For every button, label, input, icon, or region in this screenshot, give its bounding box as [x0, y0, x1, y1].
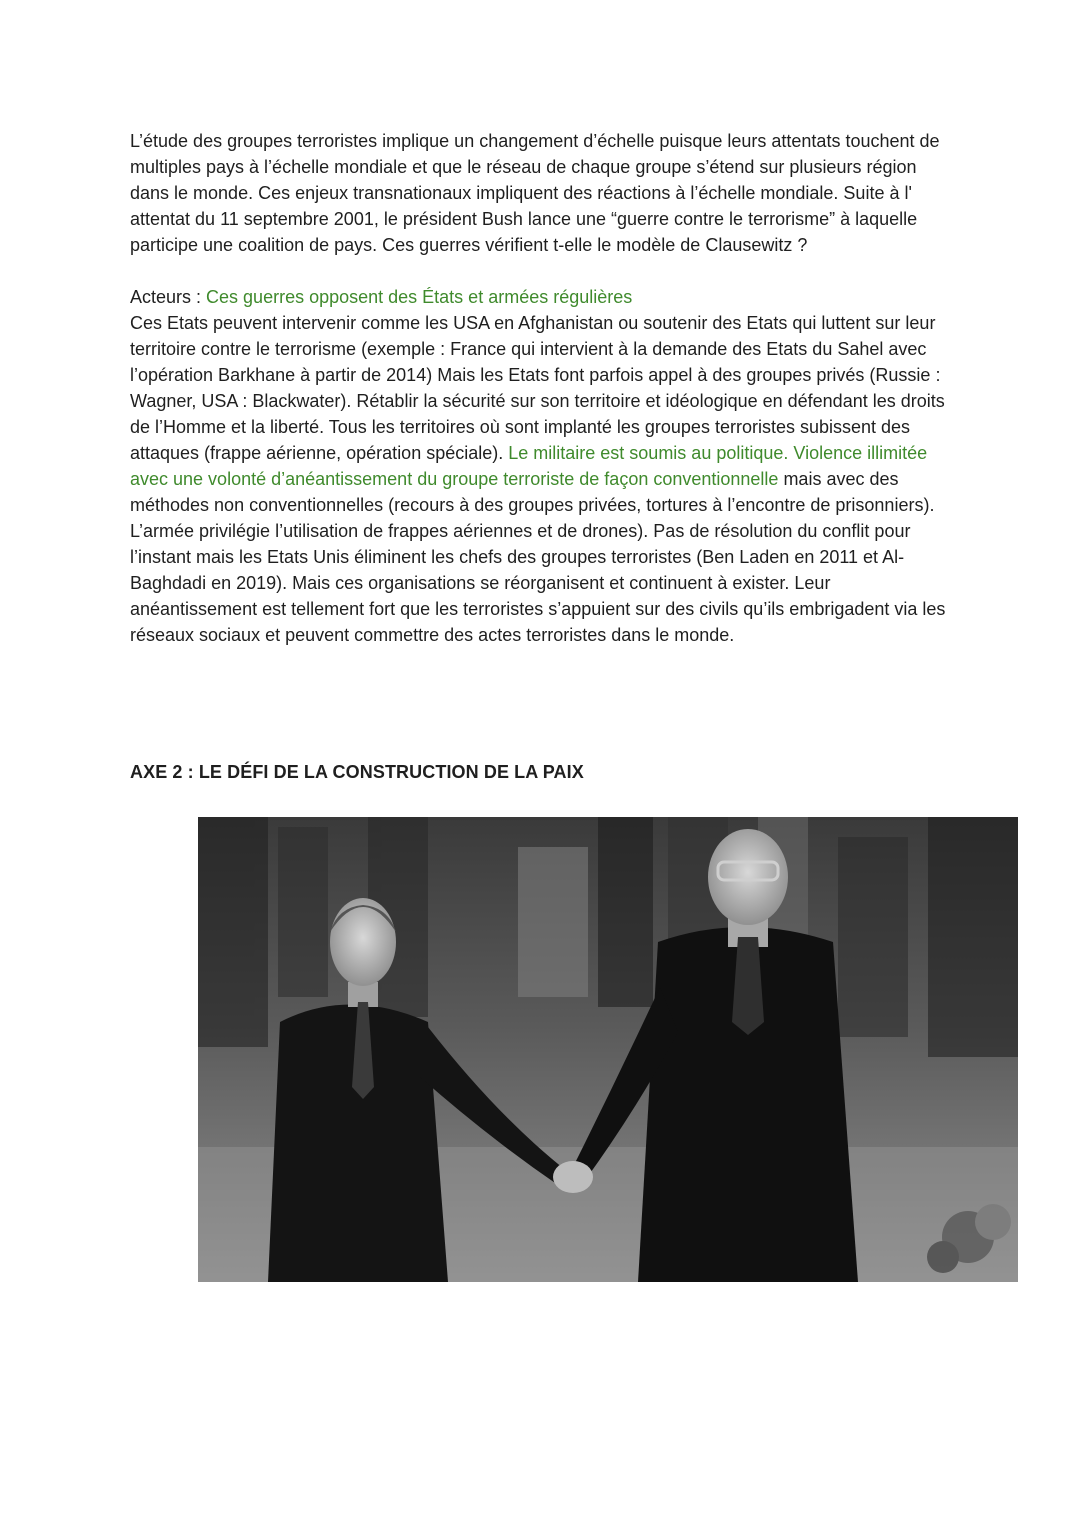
acteurs-label: Acteurs :: [130, 287, 207, 307]
acteurs-highlight: Ces guerres opposent des États et armées régulières: [206, 287, 633, 307]
main-paragraph: [130, 310, 950, 648]
intro-paragraph: L’étude des groupes terroristes implique un changement d’échelle puisque leurs attentats touchent de multiples pays à l’échelle mondiale et que le réseau de chaque groupe s’étend sur plusieurs région dans le monde. Ces enjeux transnationaux impliquent des réactions à l’échelle mondiale. Suite à l' attentat du 11 septembre 2001, le président Bush lance une “guerre contre le terrorisme” à laquelle participe une coalition de pays. Ces guerres vérifient t-elle le modèle de Clausewitz ?: [130, 131, 940, 255]
paragraph-spacer: [130, 258, 950, 284]
section-heading: AXE 2 : LE DÉFI DE LA CONSTRUCTION DE LA PAIX: [130, 762, 584, 782]
main-paragraph-part2: mais avec des méthodes non conventionnelles (recours à des groupes privées, tortures à l’encontre de prisonniers). L’armée privilégie l’utilisation de frappes aériennes et de drones). Pas de résolution du conflit pour l’instant mais les Etats Unis éliminent les chefs des groupes terroristes (Ben Laden en 2011 et Al-Baghdadi en 2019). Mais ces organisations se réorganisent et continuent à exister. Leur anéantissement est tellement fort que les terroristes s’appuient sur des civils qu’ils embrigadent via les réseaux sociaux et peuvent commettre des actes terroristes dans le monde.: [130, 469, 946, 645]
main-paragraph-highlight: Le militaire est soumis au politique. Violence illimitée avec une volonté d’anéantissement du groupe terroriste de façon conventionnelle: [130, 443, 928, 489]
acteurs-line: [130, 284, 950, 310]
text-body: [130, 128, 950, 648]
photo-two-men-holding-hands: [198, 817, 1018, 1282]
clasped-hands: [553, 1161, 593, 1193]
photo-illustration: [198, 817, 1018, 1282]
main-paragraph-part1: Ces Etats peuvent intervenir comme les USA en Afghanistan ou soutenir des Etats qui luttent sur leur territoire contre le terrorisme (exemple : France qui intervient à la demande des Etats du Sahel avec l’opération Barkhane à partir de 2014) Mais les Etats font parfois appel à des groupes privés (Russie : Wagner, USA : Blackwater). Rétablir la sécurité sur son territoire et idéologique en défendant les droits de l’Homme et la liberté. Tous les territoires où sont implanté les groupes terroristes subissent des attaques (frappe aérienne, opération spéciale).: [130, 313, 945, 463]
